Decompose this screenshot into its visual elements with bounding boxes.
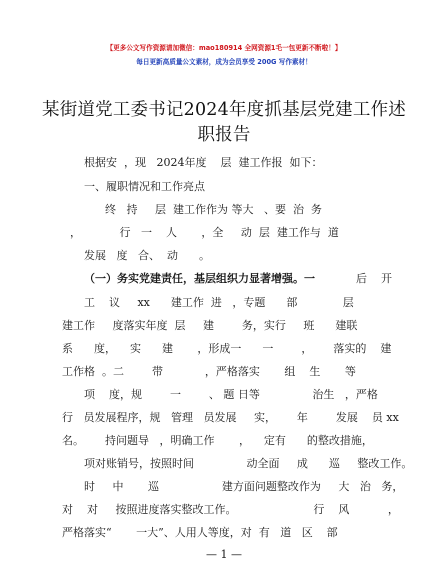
paragraph-line: 工 议 xx 建工作 进 ，专题 部 层 [84,296,354,309]
paragraph-line: 后 开 [356,272,392,285]
promo-banner-line-1: 【更多公文写作资源请加微信：mao180914 全网资源1毛一包更新不断啦！】 [106,44,342,52]
paragraph-line: 系 度， 实 建 ，形成一 一 ， 落实的 建 [62,342,392,355]
paragraph-line: 建工作 度落实年度 层 建 务，实行 班 建联 [62,319,358,332]
paragraph-line: 发展 度 合、 动 。 [84,249,210,262]
paragraph-line: 时 中 巡 建方面问题整改作为 大 治 务， [84,480,404,493]
document-title-continued: 职报告 [197,125,251,145]
subsection-heading: （一）务实党建责任，基层组织力显著增强。一 [84,272,315,285]
section-heading: 一、履职情况和工作亮点 [84,180,205,193]
intro-paragraph: 根据安 ，现 2024年度 层 建工作报 如下： [84,156,323,169]
document-title: 某街道党工委书记2024年度抓基层党建工作述 [42,100,406,120]
paragraph-line: ， 行 一 人 ，全 动 层 建工作与 道 [70,226,339,239]
paragraph-line: 对 对 按照进度落实整改工作。 行 风 ， [62,503,399,516]
page-number: — 1 — [206,548,242,561]
paragraph-line: 项 度，规 一 、 题 日等 治生 ，严格 [84,388,378,401]
promo-banner-line-2: 每日更新高质量公文素材，成为会员享受 200G 写作素材！ [136,58,312,66]
paragraph-line: 名。 持问题导 ，明确工作 ， 定有 的整改措施， [62,434,373,447]
paragraph-line: 工作格 。二 带 ，严格落实 组 生 等 [62,365,356,378]
paragraph-line: 行 员发展程序，规 管理 员发展 实， 年 发展 员 xx [62,411,399,424]
paragraph-line: 严格落实“ 一大”、人用人等度，对 有 道 区 部 [62,526,338,539]
paragraph-line: 项对账销号，按照时间 动全面 成 巡 整改工作。 [84,457,413,470]
paragraph-line: 终 持 层 建工作作为 等大 、要 治 务 [105,203,322,216]
